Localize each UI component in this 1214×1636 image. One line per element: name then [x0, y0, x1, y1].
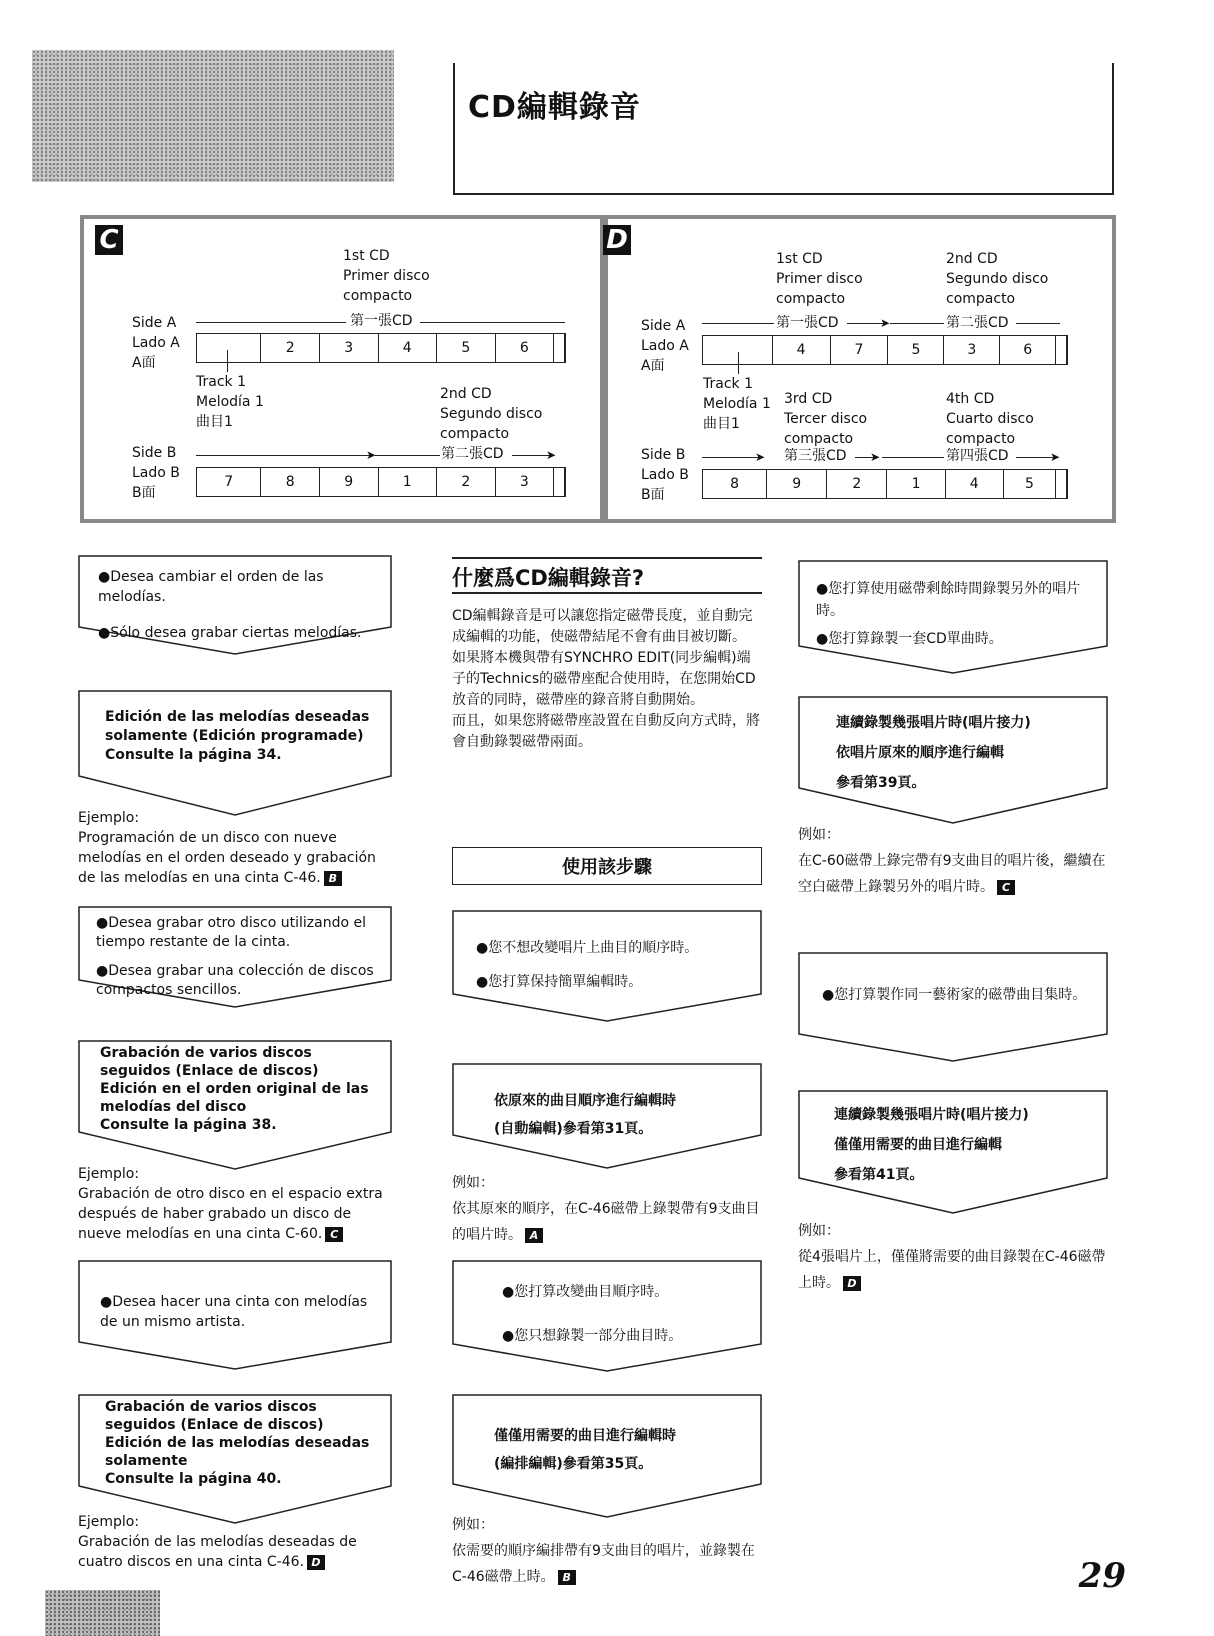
mid-answer-box-2	[452, 1394, 762, 1518]
answer-line: solamente	[105, 1453, 188, 1469]
track-cell	[197, 334, 261, 362]
right-example-2	[798, 1218, 1108, 1296]
example-badge: A	[525, 1228, 543, 1243]
diagram-d-side-a-label: Side A Lado A A面	[641, 318, 689, 374]
track-cell: 6	[496, 334, 555, 362]
question-item: ●您打算改變曲目順序時。	[502, 1284, 669, 1300]
example-label: Ejemplo:	[78, 1166, 140, 1182]
question-item: ●您打算保持簡單編輯時。	[476, 974, 643, 990]
example-badge: C	[325, 1227, 343, 1242]
question-item: ●Desea grabar otro disco utilizando el tiempo restante de la cinta.	[96, 915, 366, 950]
diagram-d-side-b-track-row	[702, 469, 1068, 499]
example-text: Grabación de las melodías deseadas de cuatro discos en una cinta C-46.	[78, 1534, 357, 1570]
diagram-c-letter: C	[95, 225, 123, 255]
question-item: ●您不想改變唱片上曲目的順序時。	[476, 940, 699, 956]
diagram-d-cd4-cn: 第四張CD	[946, 448, 1009, 464]
track-cell: 9	[320, 468, 379, 496]
right-example-1	[798, 822, 1108, 900]
diagram-c-line	[196, 322, 346, 323]
track-cell: 3	[320, 334, 379, 362]
diagram-d-cd2-label: 2nd CD Segundo disco compacto	[946, 251, 1049, 307]
diagram-d-cd1-label: 1st CD Primer disco compacto	[776, 251, 863, 307]
question-item: ●您打算錄製一套CD單曲時。	[816, 631, 1003, 647]
answer-line: Edición en el orden original de las	[100, 1081, 369, 1097]
left-question-box-1	[78, 555, 392, 655]
diagram-c-side-a-track-row	[196, 333, 566, 363]
diagram-c-line	[196, 455, 371, 456]
arrow-icon: ➤	[366, 448, 377, 462]
page-number: 29	[1078, 1556, 1126, 1596]
track-cell: 8	[703, 470, 767, 498]
diagram-d-line	[882, 457, 944, 458]
answer-line: Grabación de varios discos	[105, 1399, 317, 1415]
diagram-c-side-b-label: Side B Lado B B面	[132, 445, 180, 501]
answer-line: 參看第39頁。	[836, 775, 926, 791]
question-item: ●Sólo desea grabar ciertas melodías.	[98, 625, 362, 641]
answer-line: Edición de las melodías deseadas	[105, 1435, 370, 1451]
diagram-c-track1-label: Track 1 Melodía 1 曲目1	[196, 374, 264, 430]
steps-label: 使用該步驟	[562, 857, 652, 878]
diagram-c-cd1-cn: 第一張CD	[350, 313, 413, 329]
diagram-d-line	[1016, 457, 1054, 458]
track-cell: 7	[197, 468, 261, 496]
question-item: ●Desea grabar una colección de discos compactos sencillos.	[96, 963, 374, 998]
mid-question-box-2	[452, 1260, 762, 1372]
track-cell: 5	[437, 334, 496, 362]
track-cell: 5	[1004, 470, 1056, 498]
arrow-icon: ➤	[546, 448, 557, 462]
example-badge: D	[307, 1555, 325, 1570]
diagram-d-cd2-cn: 第二張CD	[946, 315, 1009, 331]
left-question-box-2	[78, 906, 392, 1008]
track-cell: 3	[496, 468, 555, 496]
arrow-icon: ➤	[880, 316, 891, 330]
heading-rule-bottom	[452, 592, 762, 594]
left-example-1	[78, 808, 388, 888]
example-text: 從4張唱片上，僅僅將需要的曲目錄製在C-46磁帶上時。	[798, 1249, 1106, 1291]
track-cell: 6	[1000, 336, 1056, 364]
track-cell: 2	[827, 470, 887, 498]
example-label: 例如：	[452, 1517, 494, 1533]
diagram-d-cd1-cn: 第一張CD	[776, 315, 839, 331]
mid-example-1	[452, 1170, 762, 1248]
example-badge: D	[843, 1276, 861, 1291]
example-label: 例如：	[798, 827, 840, 843]
diagram-c-cd1-label: 1st CD Primer disco compacto	[343, 248, 430, 304]
mid-answer-box-1	[452, 1063, 762, 1169]
diagram-c-cd2-label: 2nd CD Segundo disco compacto	[440, 386, 543, 442]
answer-line: (編排編輯)參看第35頁。	[494, 1456, 653, 1472]
example-label: 例如：	[452, 1175, 494, 1191]
mid-example-2	[452, 1512, 762, 1590]
track-cell: 1	[887, 470, 945, 498]
question-item: ●Desea cambiar el orden de las melodías.	[98, 569, 324, 605]
diagram-d-cd4-label: 4th CD Cuarto disco compacto	[946, 391, 1034, 447]
answer-line: 依唱片原來的順序進行編輯	[836, 745, 1004, 761]
answer-line: seguidos (Enlace de discos)	[105, 1417, 324, 1433]
halftone-header-block	[32, 50, 394, 182]
diagram-c-side-a-label: Side A Lado A A面	[132, 315, 180, 371]
diagram-d-line	[702, 323, 774, 324]
diagram-c-line	[375, 455, 440, 456]
question-item: ●Desea hacer una cinta con melodías de un mismo artista.	[100, 1294, 368, 1330]
left-answer-box-2	[78, 1040, 392, 1170]
example-badge: B	[558, 1570, 576, 1585]
answer-line: 參看第41頁。	[834, 1167, 924, 1183]
intro-paragraph: 如果將本機與帶有SYNCHRO EDIT(同步編輯)端子的Technics的磁帶座配合使用時，在您開始CD放音的同時，磁帶座的錄音將自動開始。	[452, 650, 756, 708]
arrow-icon: ➤	[870, 450, 881, 464]
example-text: Programación de un disco con nueve melodías en el orden deseado y grabación de las melodías en una cinta C-46.	[78, 830, 376, 886]
diagram-d-side-b-label: Side B Lado B B面	[641, 447, 689, 503]
mid-question-box-1	[452, 910, 762, 1022]
diagram-d-side-a-track-row	[702, 335, 1068, 365]
track-cell: 3	[944, 336, 1000, 364]
diagram-c-cd2-cn: 第二張CD	[441, 446, 504, 462]
diagram-d-cd3-cn: 第三張CD	[784, 448, 847, 464]
intro-paragraph: 而且，如果您將磁帶座設置在自動反向方式時，將會自動錄製磁帶兩面。	[452, 713, 760, 750]
example-label: 例如：	[798, 1223, 840, 1239]
answer-line: 依原來的曲目順序進行編輯時	[494, 1093, 676, 1109]
answer-line: Edición de las melodías deseadas	[105, 709, 370, 725]
example-label: Ejemplo:	[78, 810, 140, 826]
track-cell: 1	[379, 468, 438, 496]
example-badge: B	[324, 871, 342, 886]
left-question-box-3	[78, 1260, 392, 1370]
example-text: Grabación de otro disco en el espacio extra después de haber grabado un disco de nueve melodías en una cinta C-60.	[78, 1186, 383, 1242]
track-cell: 9	[767, 470, 827, 498]
right-answer-box-1	[798, 696, 1108, 824]
track-cell: 4	[379, 334, 438, 362]
question-item: ●您只想錄製一部分曲目時。	[502, 1328, 683, 1344]
example-text: 依需要的順序編排帶有9支曲目的唱片，並錄製在C-46磁帶上時。	[452, 1543, 755, 1585]
left-example-2	[78, 1164, 388, 1244]
answer-line: seguidos (Enlace de discos)	[100, 1063, 319, 1079]
example-label: Ejemplo:	[78, 1514, 140, 1530]
section-heading: 什麼爲CD編輯錄音?	[452, 566, 645, 590]
answer-line: Consulte la página 38.	[100, 1117, 277, 1133]
answer-line: 僅僅用需要的曲目進行編輯	[834, 1137, 1002, 1153]
track-cell: 5	[888, 336, 944, 364]
track-cell: 7	[831, 336, 889, 364]
answer-line: 僅僅用需要的曲目進行編輯時	[494, 1428, 676, 1444]
answer-line: solamente (Edición programade)	[105, 728, 364, 744]
heading-rule-top	[452, 557, 762, 559]
left-answer-box-1	[78, 690, 392, 816]
intro-paragraph: CD編輯錄音是可以讓您指定磁帶長度，並自動完成編輯的功能，使磁帶結尾不會有曲目被切斷。	[452, 608, 753, 645]
answer-line: Grabación de varios discos	[100, 1045, 312, 1061]
example-badge: C	[997, 880, 1015, 895]
diagram-d-line	[890, 323, 944, 324]
example-text: 依其原來的順序，在C-46磁帶上錄製帶有9支曲目的唱片時。	[452, 1201, 760, 1243]
diagram-d-line	[1016, 323, 1060, 324]
track-cell: 4	[773, 336, 831, 364]
halftone-footer-block	[45, 1590, 160, 1636]
question-item: ●您打算使用磁帶剩餘時間錄製另外的唱片時。	[816, 581, 1081, 619]
right-question-box-1	[798, 560, 1108, 674]
answer-line: 連續錄製幾張唱片時(唱片接力)	[834, 1107, 1029, 1123]
question-item: ●您打算製作同一藝術家的磁帶曲目集時。	[822, 987, 1087, 1003]
answer-line: Consulte la página 40.	[105, 1471, 282, 1487]
arrow-icon: ➤	[1050, 450, 1061, 464]
example-text: 在C-60磁帶上錄完帶有9支曲目的唱片後，繼續在空白磁帶上錄製另外的唱片時。	[798, 853, 1106, 895]
diagram-d-line	[702, 457, 762, 458]
answer-line: melodías del disco	[100, 1099, 247, 1115]
diagram-d-letter: D	[603, 225, 631, 255]
answer-line: 連續錄製幾張唱片時(唱片接力)	[836, 715, 1031, 731]
arrow-icon: ➤	[755, 450, 766, 464]
track-cell: 2	[437, 468, 496, 496]
track1-pointer	[738, 352, 739, 374]
diagram-c-line	[420, 322, 565, 323]
right-answer-box-2	[798, 1090, 1108, 1214]
intro-text	[452, 606, 762, 753]
left-answer-box-3	[78, 1394, 392, 1524]
answer-line: Consulte la página 34.	[105, 747, 282, 763]
diagram-d-cd3-label: 3rd CD Tercer disco compacto	[784, 391, 868, 447]
track-cell: 8	[261, 468, 320, 496]
page-title: CD編輯錄音	[468, 90, 641, 125]
left-example-3	[78, 1512, 388, 1572]
right-question-box-2	[798, 952, 1108, 1062]
track-cell: 2	[261, 334, 320, 362]
answer-line: (自動編輯)參看第31頁。	[494, 1121, 653, 1137]
diagram-d-track1-label: Track 1 Melodía 1 曲目1	[703, 376, 771, 432]
steps-label-box	[452, 847, 762, 885]
track-cell: 4	[946, 470, 1004, 498]
track1-pointer	[227, 350, 228, 372]
diagram-c-side-b-track-row	[196, 467, 566, 497]
